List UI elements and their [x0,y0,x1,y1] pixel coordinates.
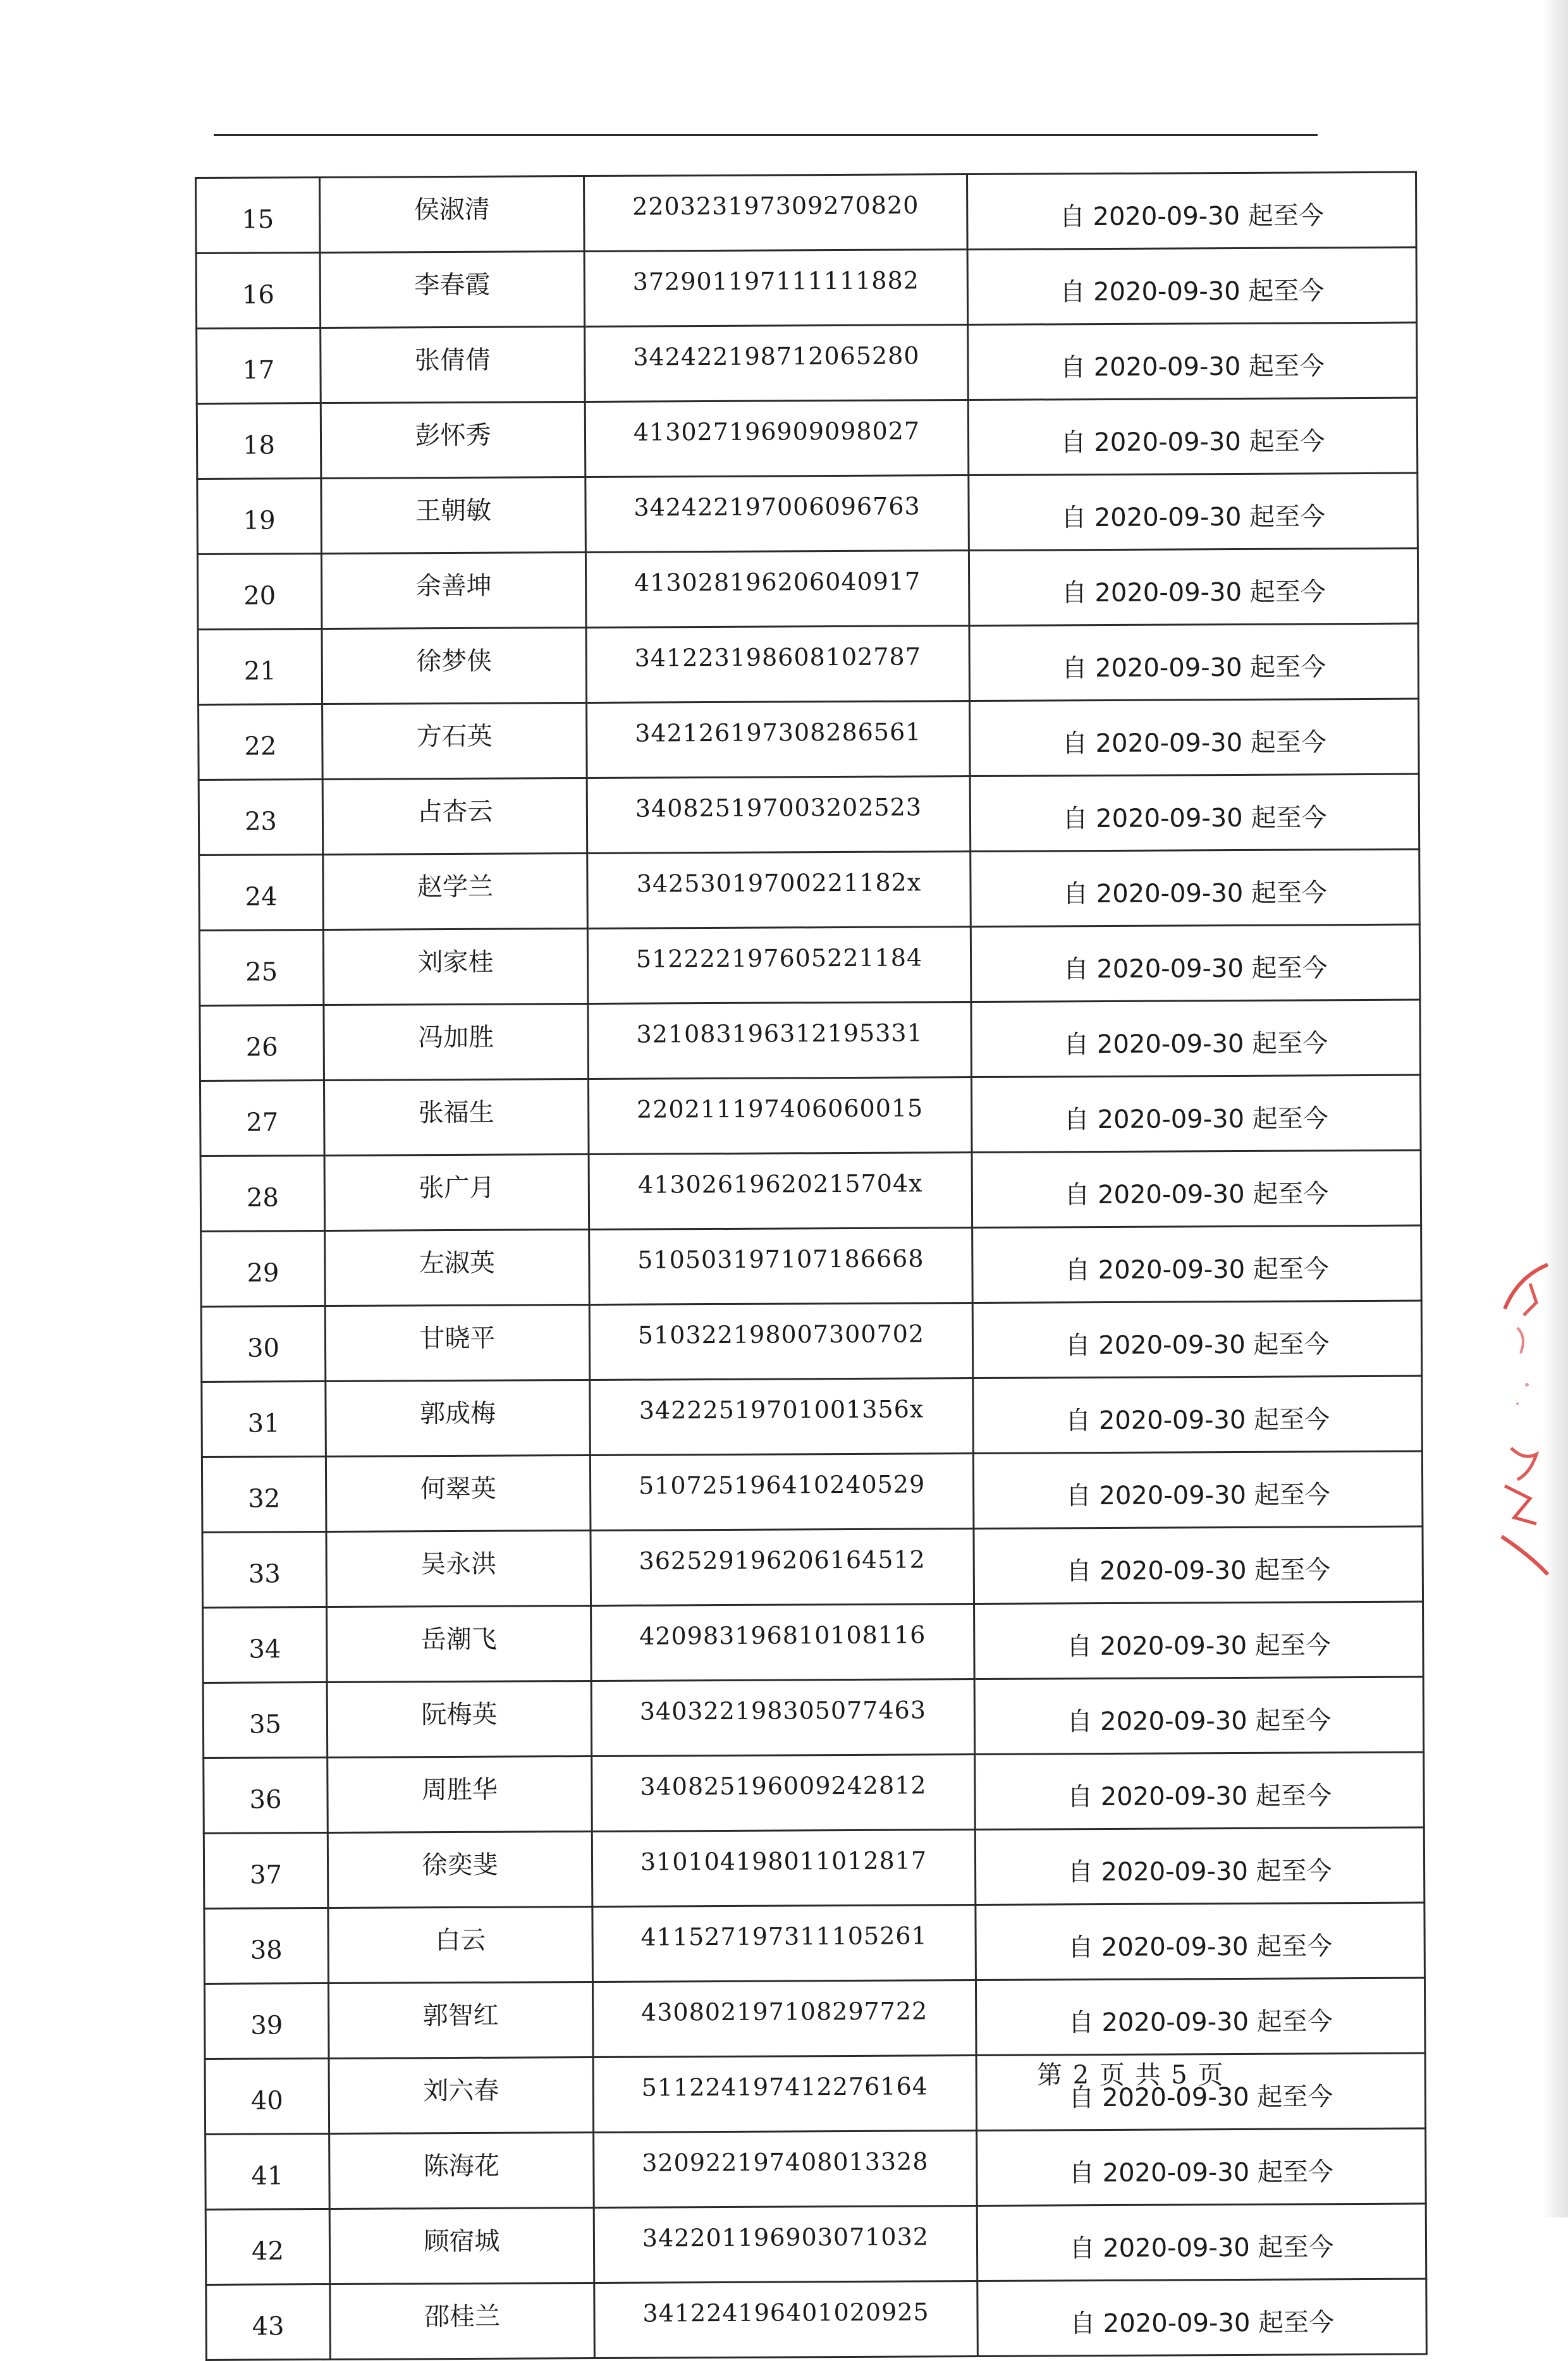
id-number: 342422197006096763 [585,475,969,553]
table-row [202,1451,1423,1532]
row-number: 15 [196,178,321,254]
period-text: 自 2020-09-30 起至今 [968,322,1418,400]
row-number: 26 [200,1005,324,1081]
row-number: 37 [204,1833,328,1909]
row-number: 18 [197,403,321,479]
period-text: 自 2020-09-30 起至今 [972,1301,1422,1378]
id-number: 411527197311105261 [592,1904,976,1982]
person-name: 阮梅英 [327,1681,592,1757]
person-name: 彭怀秀 [321,402,585,478]
period-text: 自 2020-09-30 起至今 [975,1752,1424,1829]
id-number: 510322198007300702 [589,1303,973,1380]
person-name: 刘六春 [329,2057,594,2133]
table-row [200,1000,1421,1081]
table-row [197,322,1418,403]
person-name: 冯加胜 [324,1003,589,1080]
person-name: 赵学兰 [323,853,588,929]
id-number: 41302619620215704x [589,1153,972,1230]
id-number: 510725196410240529 [590,1454,974,1531]
person-name: 邵桂兰 [330,2283,595,2359]
records-table [195,171,1428,2361]
person-name: 张倩倩 [321,326,585,403]
page-number: 第 2 页 共 5 页 [1037,2061,1225,2090]
person-name: 李春霞 [320,251,585,328]
row-number: 39 [204,1984,329,2059]
period-text: 自 2020-09-30 起至今 [971,1000,1421,1077]
period-text: 自 2020-09-30 起至今 [971,924,1420,1002]
table-row [201,1301,1422,1382]
id-number: 341223198608102787 [586,626,970,703]
person-name: 王朝敏 [321,477,586,553]
row-number: 27 [200,1081,324,1156]
table-row [201,1225,1422,1306]
row-number: 31 [202,1382,326,1457]
row-number: 42 [205,2209,330,2284]
id-number: 340322198305077463 [591,1679,975,1757]
id-number: 413027196909098027 [585,400,969,477]
table-row [204,1978,1425,2059]
person-name: 侯淑清 [320,176,585,252]
period-text: 自 2020-09-30 起至今 [969,473,1418,550]
row-number: 41 [205,2133,330,2209]
id-number: 340825196009242812 [592,1755,976,1832]
row-number: 22 [199,704,323,780]
person-name: 周胜华 [328,1756,592,1832]
table-row [199,699,1419,780]
period-text: 自 2020-09-30 起至今 [972,1225,1422,1303]
row-number: 35 [203,1683,328,1758]
table-row [196,172,1417,253]
row-number: 24 [199,855,324,931]
row-number: 16 [196,253,321,329]
person-name: 左淑英 [325,1229,590,1306]
period-text: 自 2020-09-30 起至今 [976,1978,1425,2055]
period-text: 自 2020-09-30 起至今 [971,1075,1421,1152]
person-name: 甘晓平 [325,1304,590,1381]
table-row [203,1602,1424,1683]
id-number: 342422198712065280 [585,325,969,402]
table-row [205,2128,1426,2209]
id-number: 220323197309270820 [584,175,968,252]
period-text: 自 2020-09-30 起至今 [974,1602,1424,1679]
id-number: 321083196312195331 [588,1002,972,1079]
red-seal-fragment [1492,1258,1549,1587]
person-name: 陈海花 [329,2132,594,2209]
period-text: 自 2020-09-30 起至今 [970,774,1419,851]
period-text: 自 2020-09-30 起至今 [969,548,1418,625]
person-name: 吴永洪 [326,1530,591,1607]
table-row [199,774,1419,855]
person-name: 占杏云 [322,778,587,854]
period-text: 自 2020-09-30 起至今 [976,2053,1426,2130]
person-name: 岳潮飞 [327,1605,592,1682]
row-number: 36 [204,1758,328,1834]
person-name: 徐梦侠 [322,627,587,704]
period-text: 自 2020-09-30 起至今 [974,1526,1423,1604]
table-row [204,1827,1424,1908]
row-number: 20 [197,554,322,630]
id-number: 340825197003202523 [587,776,971,854]
records-table-body [196,172,1427,2360]
row-number: 28 [200,1156,325,1232]
table-row [200,1075,1421,1156]
id-number: 320922197408013328 [594,2130,977,2207]
row-number: 23 [199,780,323,855]
person-name: 方石英 [322,702,587,779]
table-row [205,2053,1426,2134]
table-row [205,2204,1426,2284]
period-text: 自 2020-09-30 起至今 [975,1827,1424,1904]
period-text: 自 2020-09-30 起至今 [977,2279,1427,2356]
person-name: 郭成梅 [326,1380,591,1456]
table-row [204,1903,1425,1984]
period-text: 自 2020-09-30 起至今 [974,1677,1424,1754]
row-number: 38 [204,1908,329,1984]
period-text: 自 2020-09-30 起至今 [976,1903,1425,1980]
id-number: 372901197111111882 [584,250,968,327]
table-row [199,849,1420,930]
id-number: 512222197605221184 [587,927,971,1004]
row-number: 29 [201,1231,326,1307]
row-number: 30 [201,1306,326,1382]
table-row [197,473,1418,554]
id-number: 342201196903071032 [594,2205,977,2283]
table-row [202,1526,1423,1607]
id-number: 310104198011012817 [592,1829,976,1906]
id-number: 413028196206040917 [585,551,969,628]
row-number: 17 [197,328,321,404]
id-number: 420983196810108116 [591,1604,975,1681]
period-text: 自 2020-09-30 起至今 [972,1150,1421,1227]
period-text: 自 2020-09-30 起至今 [967,172,1416,249]
id-number: 34222519701001356x [590,1378,974,1456]
person-name: 徐奕斐 [328,1831,592,1908]
table-row [200,1150,1421,1231]
person-name: 何翠英 [326,1455,591,1531]
id-number: 342126197308286561 [587,701,971,778]
row-number: 21 [198,629,322,705]
table-row [197,548,1418,629]
id-number: 430802197108297722 [592,1980,976,2057]
period-text: 自 2020-09-30 起至今 [977,2128,1426,2205]
period-text: 自 2020-09-30 起至今 [973,1451,1423,1528]
person-name: 张福生 [324,1079,589,1155]
person-name: 张广月 [324,1154,589,1230]
person-name: 郭智红 [328,1982,593,2058]
id-number: 511224197412276164 [593,2055,977,2132]
person-name: 白云 [328,1906,593,1983]
id-number: 34253019700221182x [587,852,971,929]
row-number: 33 [202,1532,327,1608]
table-row [199,924,1420,1005]
table-row [202,1376,1423,1457]
scan-edge-shadow [1543,0,1568,2217]
period-text: 自 2020-09-30 起至今 [968,398,1418,475]
period-text: 自 2020-09-30 起至今 [971,849,1420,926]
row-number: 43 [206,2284,331,2360]
person-name: 顾宿城 [329,2207,594,2284]
table-row [196,247,1417,328]
row-number: 19 [197,479,322,555]
row-number: 40 [205,2058,329,2134]
row-number: 34 [203,1607,328,1683]
table-row [204,1752,1424,1833]
period-text: 自 2020-09-30 起至今 [977,2204,1426,2281]
id-number: 362529196206164512 [591,1529,974,1606]
period-text: 自 2020-09-30 起至今 [973,1376,1423,1453]
row-number: 32 [202,1457,326,1533]
id-number: 220211197406060015 [588,1077,972,1155]
table-row [203,1677,1424,1758]
table-row [206,2279,1427,2360]
table-row [198,623,1419,704]
row-number: 25 [199,930,324,1006]
id-number: 510503197107186668 [589,1228,973,1305]
person-name: 余善坤 [321,552,586,629]
period-text: 自 2020-09-30 起至今 [970,699,1419,776]
table-row [197,398,1418,479]
person-name: 刘家桂 [323,928,588,1005]
header-rule [214,134,1318,136]
period-text: 自 2020-09-30 起至今 [969,623,1419,701]
period-text: 自 2020-09-30 起至今 [967,247,1417,324]
id-number: 341224196401020925 [594,2281,978,2358]
